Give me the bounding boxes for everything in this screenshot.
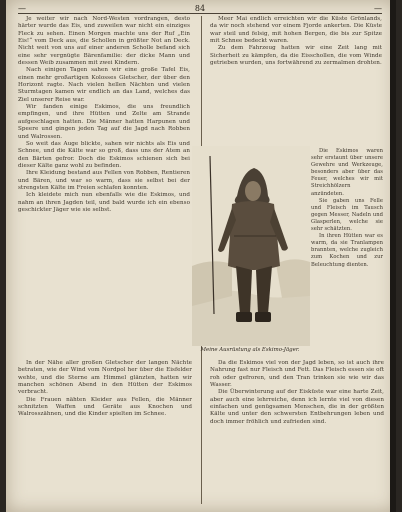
paragraph: Die Überwinterung auf der Eisküste war eine harte Zeit, aber auch eine lehrreiche, denn ich lernte viel von diesen einfachen und genügsamen Menschen, die in der größten Kälte und unter den schwersten Entbehrungen leben und doch immer fröhlich und zufrieden sind. xyxy=(210,389,384,425)
paragraph: Meer Mai endlich erreichten wir die Küste Grönlands, da wir noch stehend vor einem Fjorde ankerten. Die Küste war steil und felsig, mit hohen Bergen, die bis zur Spitze mit Schnee bedeckt waren. xyxy=(210,16,382,45)
paragraph: Sie gaben uns Felle und Fleisch im Tausch gegen Messer, Nadeln und Glasperlen, welche sie sehr schätzten. xyxy=(311,197,383,233)
paragraph: Nach einigen Tagen sahen wir eine große Tafel Eis, einen mehr großartigen Kolosses Gletscher, der über den Horizont ragte. Nach vielen hellen Nächten und vielen Sturmtagen kamen wir endlich an das Land, welches das Ziel unserer Reise war. xyxy=(18,67,190,103)
illustration-caption: Meine Ausrüstung als Eskimo-Jäger. xyxy=(200,347,300,353)
face xyxy=(245,181,261,201)
text-column-right-middle xyxy=(311,148,383,353)
paragraph: Ihre Kleidung bestand aus Fellen von Robben, Rentieren und Bären, und war so warm, dass sie selbst bei der strengsten Kälte im Freien schlafen konnten. xyxy=(18,170,190,191)
page-edge-shadow xyxy=(390,0,396,512)
header-ornament-right: — xyxy=(374,3,382,13)
left-boot xyxy=(236,312,252,322)
header-ornament-left: — xyxy=(18,3,26,13)
text-column-bottom-right xyxy=(210,360,384,500)
paragraph: Wir fanden einige Eskimos, die uns freundlich empfingen, und ihre Hütten und Zelte am Strande aufgeschlagen hatten. Die Männer hatten Harpunen und Speere und gingen jeden Tag auf die Jagd nach Robben und Walrossen. xyxy=(18,104,190,140)
right-boot xyxy=(255,312,271,322)
paragraph: Die Frauen nähten Kleider aus Fellen, die Männer schnitzten Waffen und Geräte aus Knochen und Walrosszähnen, und die Kinder spielten im Schnee. xyxy=(18,396,192,418)
ice-floe xyxy=(276,259,310,298)
paragraph: Da die Eskimos viel von der Jagd leben, so ist auch ihre Nahrung fast nur Fleisch und Fett. Das Fleisch essen sie oft roh oder gefroren, und den Tran trinken sie wie wir das Wasser. xyxy=(210,360,384,389)
paragraph: Die Eskimos waren sehr erstaunt über unsere Gewehre und Werkzeuge, besonders aber über das Feuer, welches wir mit Streichhölzern anzündeten. xyxy=(311,148,383,197)
page-number: 84 xyxy=(194,3,206,13)
paragraph: So weit das Auge blickte, sahen wir nichts als Eis und Schnee, und die Kälte war so groß, dass uns der Atem an den Bärten gefror. Doch die Eskimos schienen sich bei dieser Kälte ganz wohl zu befinden. xyxy=(18,140,190,169)
book-page xyxy=(6,0,396,512)
eskimo-hunter-illustration xyxy=(192,146,310,346)
paragraph: In ihren Hütten war es warm, da sie Tranlampen brannten, welche zugleich zum Kochen und zur Beleuchtung dienten. xyxy=(311,233,383,268)
text-column-right-top xyxy=(210,16,382,166)
paragraph: Je weiter wir nach Nord-Westen vordrangen, desto härter wurde das Eis, und zuweilen war nicht ein einziges Fleck zu sehen. Einen Morgen machte uns der Ruf „Ein Eis!“ vom Deck aus, die Schollen in größter Not an Deck. Nicht weit von uns auf einer anderen Scholle befand sich eine sehr vergnügte Bärenfamilie: der dicke Mann und dessen Weib zusammen mit zwei Kindern. xyxy=(18,16,190,67)
paragraph: Zu dem Fahrzeug hatten wir eine Zeit lang mit Sicherheit zu kämpfen, da die Eisschollen, die vom Winde getrieben wurden, uns fortwährend zu zermalmen drohten. xyxy=(210,45,382,67)
paragraph: Ich kleidete mich nun ebenfalls wie die Eskimos, und nahm an ihren Jagden teil, und bald wurde ich ein ebenso geschickter Jäger wie sie selbst. xyxy=(18,192,190,213)
paragraph: In der Nähe aller großen Gletscher der langen Nächte betraten, wie der Wind vom Nordpol her über die Eisfelder wehte, und die Sterne am Himmel glänzten, hatten wir manchen schönen Abend in den Hütten der Eskimos verbracht. xyxy=(18,360,192,396)
header-rule xyxy=(18,13,382,14)
fur-parka xyxy=(228,201,280,270)
text-column-bottom-left xyxy=(18,360,192,500)
